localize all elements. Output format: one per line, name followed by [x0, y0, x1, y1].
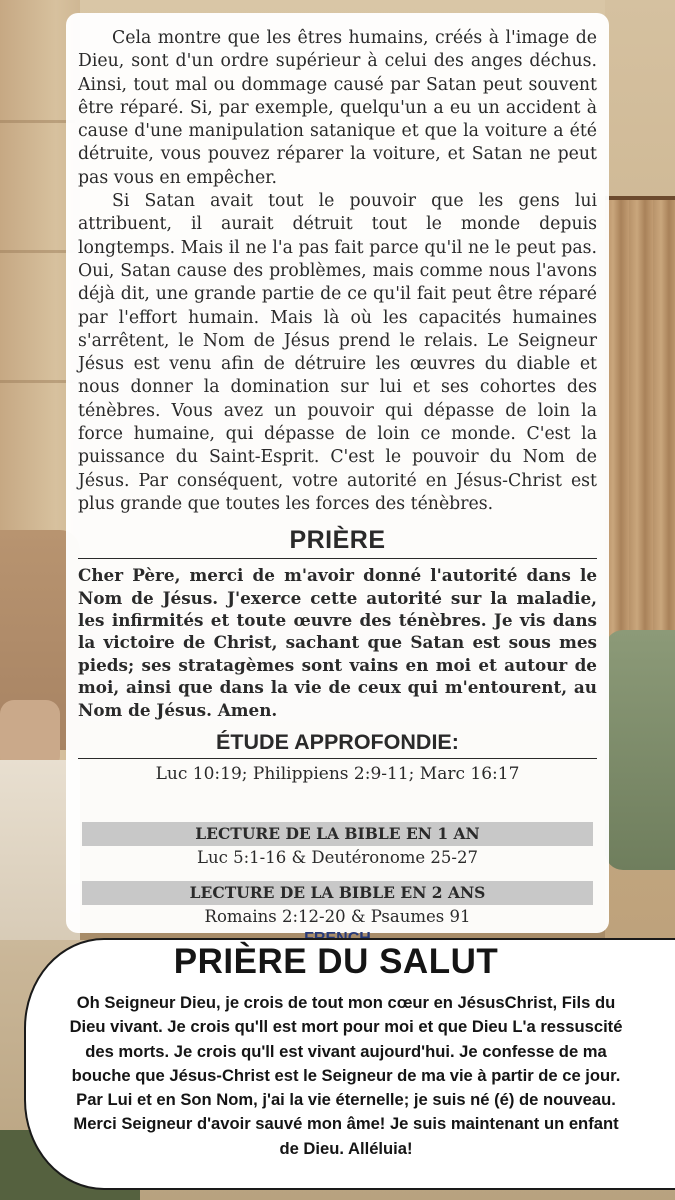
- prayer-divider: [78, 558, 597, 559]
- devotional-card: [66, 13, 609, 933]
- wall-panel-line: [0, 120, 75, 123]
- wall-panel-line: [0, 380, 75, 383]
- salvation-prayer-bubble: [24, 938, 675, 1190]
- reading-2-years-references: Romains 2:12-20 & Psaumes 91: [204, 907, 471, 927]
- devotional-paragraph-1: Cela montre que les êtres humains, créés à l'image de Dieu, sont d'un ordre supérieur à celui des anges déchus. Ainsi, tout mal ou dommage causé par Satan peut souvent être réparé. Si, par exemple, quelqu'un a eu un accident à cause d'une manipulation satanique et que la voiture a été détruite, vous pouvez réparer la voiture, et Satan ne peut pas vous en empêcher.: [78, 28, 597, 188]
- wall-panel-line: [0, 250, 75, 253]
- reading-1-year-bar: LECTURE DE LA BIBLE EN 1 AN: [82, 822, 593, 846]
- study-divider: [78, 758, 597, 759]
- study-heading: ÉTUDE APPROFONDIE:: [216, 730, 459, 755]
- salvation-title: PRIÈRE DU SALUT: [173, 942, 499, 981]
- devotional-paragraph-2: Si Satan avait tout le pouvoir que les gens lui attribuent, il aurait détruit tout le monde depuis longtemps. Mais il ne l'a pas fait parce qu'il ne le peut pas. Oui, Satan cause des problèmes, mais comme nous l'avons déjà dit, une grande partie de ce qu'il fait peut être réparé par l'effort humain. Mais là où les capacités humaines s'arrêtent, le Nom de Jésus prend le relais. Le Seigneur Jésus est venu afin de détruire les œuvres du diable et nous donner la domination sur lui et ses cohortes des ténèbres. Vous avez un pouvoir qui dépasse de loin la force humaine, qui dépasse de loin ce monde. C'est la puissance du Saint-Esprit. C'est le pouvoir du Nom de Jésus. Par conséquent, votre autorité en Jésus-Christ est plus grande que toutes les forces des ténèbres.: [78, 191, 597, 514]
- study-references: Luc 10:19; Philippiens 2:9-11; Marc 16:17: [155, 764, 520, 785]
- prayer-heading: PRIÈRE: [289, 526, 386, 555]
- sofa: [605, 630, 675, 870]
- reading-1-year-references: Luc 5:1-16 & Deutéronome 25-27: [197, 848, 478, 868]
- salvation-text: Oh Seigneur Dieu, je crois de tout mon cœur en JésusChrist, Fils du Dieu vivant. Je crois qu'll est mort pour moi et que Dieu L'a ressuscité des morts. Je crois qu'll est vivant aujourd'hui. Je confesse de ma bouche que Jésus-Christ est le Seigneur de ma vie à partir de ce jour. Par Lui et en Son Nom, j'ai la vie éternelle; je suis né (é) de nouveau. Merci Seigneur d'avoir sauvé mon âme! Je suis maintenant un enfant de Dieu. Alléluia!: [69, 993, 623, 1158]
- prayer-text: Cher Père, merci de m'avoir donné l'autorité dans le Nom de Jésus. J'exerce cette autorité sur la maladie, les infirmités et toute œuvre des ténèbres. Je vis dans la victoire de Christ, sachant que Satan est sous mes pieds; ses stratagèmes sont vains en moi et autour de moi, ainsi que dans la vie de ceux qui m'entourent, au Nom de Jésus. Amen.: [78, 565, 597, 720]
- reading-2-years-bar: LECTURE DE LA BIBLE EN 2 ANS: [82, 881, 593, 905]
